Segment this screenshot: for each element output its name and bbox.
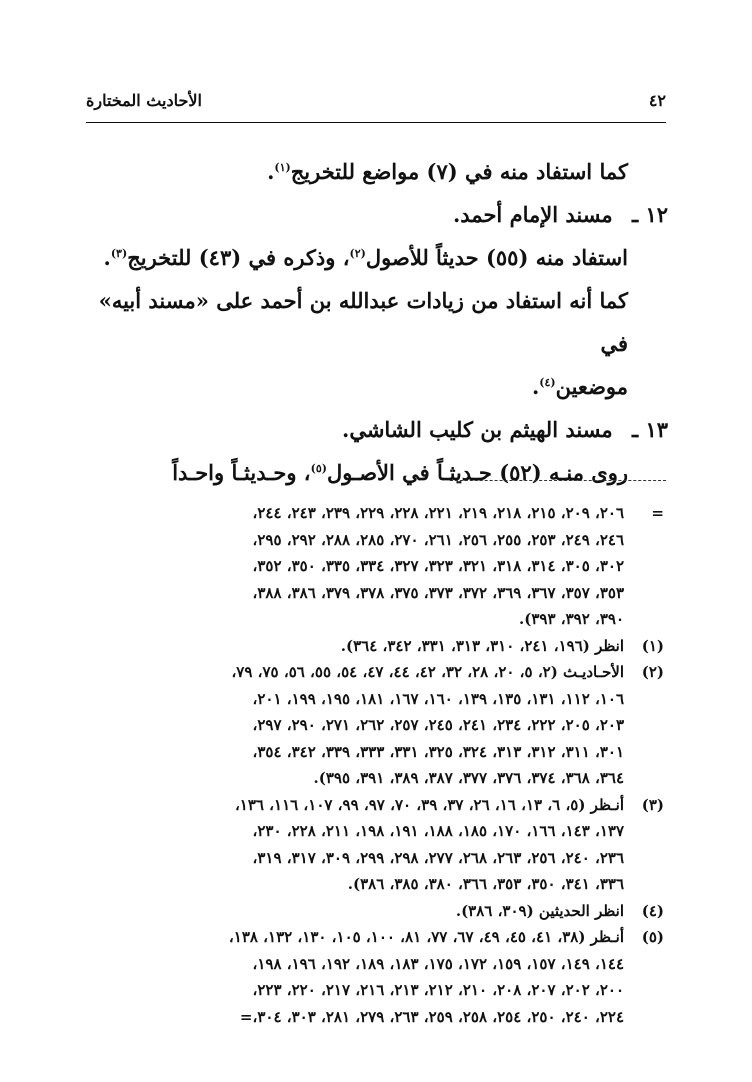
header-rule bbox=[86, 122, 666, 123]
footnote-line: أنـظر (٣٨، ٤١، ٤٥، ٤٩، ٦٧، ٧٧، ٨١، ١٠٠، ١٠٥، ١٣٠، ١٣٢، ١٣٨، bbox=[228, 928, 624, 946]
running-header bbox=[86, 85, 666, 115]
item-12-heading bbox=[80, 193, 668, 236]
footnote-line: ٣٣٦، ٣٤١، ٣٥٠، ٣٥٣، ٣٦٦، ٣٨٠، ٣٨٥، ٣٨٦). bbox=[347, 875, 624, 893]
footnote-line: أنـظر (٥، ٦، ١٣، ١٦، ٢٦، ٣٧، ٣٩، ٧٠، ٩٧، ٩٩، ١٠٧، ١١٦، ١٣٦، bbox=[234, 795, 624, 814]
footnote-ref-3: (٣) bbox=[110, 247, 128, 260]
paragraph-4: موضعين$^{(٤)}$. bbox=[531, 374, 628, 399]
paragraph-3: كما أنه استفاد من زيادات عبدالله بن أحمد على «مسند أبيه» في bbox=[98, 288, 628, 356]
footnote-label: (٢) bbox=[641, 663, 664, 681]
footnote-4 bbox=[80, 898, 664, 925]
main-text bbox=[80, 150, 668, 494]
footnote-line: ٢٢٤، ٢٤٠، ٢٥٠، ٢٥٤، ٢٥٨، ٢٥٩، ٢٦٣، ٢٧٩، ٢٨١، ٣٠٣، ٣٠٤،= bbox=[239, 1007, 624, 1026]
footnote-continuation bbox=[80, 500, 664, 633]
continuation-mark: = bbox=[651, 504, 664, 522]
footnote-line: ٣٠١، ٣١١، ٣١٢، ٣١٣، ٣٢٤، ٣٢٥، ٣٣١، ٣٣٣، ٣٣٩، ٣٤٢، ٣٥٤، bbox=[252, 742, 624, 761]
footnote-line: ٣٠٢، ٣٠٥، ٣١٤، ٣١٨، ٣٢١، ٣٢٣، ٣٢٧، ٣٣٤، ٣٣٥، ٣٥٠، ٣٥٢، bbox=[252, 557, 624, 575]
footnote-ref-4: (٤) bbox=[539, 376, 556, 389]
footnote-label: (٥) bbox=[641, 928, 664, 946]
book-title: الأحاديث المختارة bbox=[86, 90, 202, 110]
footnote-line: انظر الحديثين (٣٠٩، ٣٨٦). bbox=[455, 901, 624, 920]
footnote-ref-5: (٥) bbox=[310, 462, 327, 475]
footnote-line: ١٤٤، ١٤٩، ١٥٧، ١٥٩، ١٧٢، ١٧٥، ١٨٣، ١٨٩، ١٩٢، ١٩٦، ١٩٨، bbox=[252, 954, 624, 973]
footnote-3 bbox=[80, 792, 664, 898]
footnote-line: ٢٠٦، ٢٠٩، ٢١٥، ٢١٨، ٢١٩، ٢٢١، ٢٢٨، ٢٢٩، ٢٣٩، ٢٤٣، ٢٤٤، bbox=[252, 504, 624, 522]
footnote-2 bbox=[80, 659, 664, 792]
item-12-number: ١٢ ـ bbox=[631, 202, 668, 227]
paragraph-1: كما استفاد منه في (٧) مواضع للتخريج$^{(١)}$. bbox=[267, 159, 628, 184]
footnote-line: ١٣٧، ١٤٣، ١٦٦، ١٧٠، ١٨٥، ١٨٨، ١٩١، ١٩٨، ٢١١، ٢٢٨، ٢٣٠، bbox=[252, 822, 624, 840]
footnote-line: الأحـاديـث (٢، ٥، ٢٠، ٢٨، ٣٢، ٤٢، ٤٤، ٤٧، ٥٤، ٥٥، ٥٦، ٧٥، ٧٩، bbox=[231, 663, 624, 681]
footnote-line: ٢٤٦، ٢٤٩، ٢٥٣، ٢٥٥، ٢٥٦، ٢٦١، ٢٧٠، ٢٨٥، ٢٨٨، ٢٩٢، ٢٩٥، bbox=[252, 530, 624, 549]
paragraph-5: روى منـه (٥٢) حـديثـاً في الأصـول$^{(٥)}$، وحـديثـاً واحـداً bbox=[172, 460, 628, 485]
footnote-line: ٢٠٣، ٢٠٥، ٢٢٢، ٢٣٤، ٢٤١، ٢٤٥، ٢٥٧، ٢٦٢، ٢٧١، ٢٩٠، ٢٩٧، bbox=[252, 716, 624, 734]
item-13-heading bbox=[80, 408, 668, 451]
footnote-line: ٢٣٦، ٢٤٠، ٢٥٦، ٢٦٣، ٢٦٨، ٢٧٧، ٢٩٨، ٢٩٩، ٣٠٩، ٣١٧، ٣١٩، bbox=[252, 848, 624, 867]
footnote-line: ١٠٦، ١١٢، ١٣١، ١٣٥، ١٣٩، ١٦٠، ١٦٧، ١٨١، ١٩٥، ١٩٩، ٢٠١، bbox=[252, 689, 624, 708]
footnote-line: انظر (١٩٦، ٢٤١، ٣١٠، ٣١٣، ٣٣١، ٣٤٢، ٣٦٤). bbox=[340, 636, 624, 655]
item-13-number: ١٣ ـ bbox=[631, 417, 668, 442]
footnote-line: ٢٠٠، ٢٠٢، ٢٠٧، ٢٠٨، ٢١٠، ٢١٢، ٢١٣، ٢١٦، ٢١٧، ٢٢٠، ٢٢٣، bbox=[252, 981, 624, 999]
footnote-line: ٣٩٠، ٣٩٢، ٣٩٣). bbox=[519, 610, 624, 628]
footnote-label: (٤) bbox=[641, 901, 664, 920]
paragraph-2: استفاد منه (٥٥) حديثاً للأصول$^{(٢)}$، وذكره في (٤٣) للتخريج$^{(٣)}$. bbox=[103, 245, 628, 270]
footnote-1 bbox=[80, 633, 664, 660]
item-13-title: مسند الهيثم بن كليب الشاشي. bbox=[342, 417, 613, 442]
footnote-ref-2: (٢) bbox=[349, 247, 366, 260]
footnote-label: (١) bbox=[641, 636, 664, 655]
page-number: ٤٢ bbox=[648, 90, 666, 110]
item-12-title: مسند الإمام أحمد. bbox=[452, 202, 613, 227]
footnote-line: ٣٥٣، ٣٥٧، ٣٦٧، ٣٦٩، ٣٧٢، ٣٧٣، ٣٧٥، ٣٧٨، ٣٧٩، ٣٨٦، ٣٨٨، bbox=[252, 583, 624, 602]
footnotes bbox=[80, 500, 664, 1030]
footnote-label: (٣) bbox=[641, 795, 664, 814]
footnote-line: ٣٦٤، ٣٦٨، ٣٧٤، ٣٧٦، ٣٧٧، ٣٨٧، ٣٨٩، ٣٩١، ٣٩٥). bbox=[313, 769, 624, 787]
footnote-ref-1: (١) bbox=[274, 161, 291, 174]
footnote-separator bbox=[450, 480, 666, 481]
footnote-5 bbox=[80, 924, 664, 1030]
